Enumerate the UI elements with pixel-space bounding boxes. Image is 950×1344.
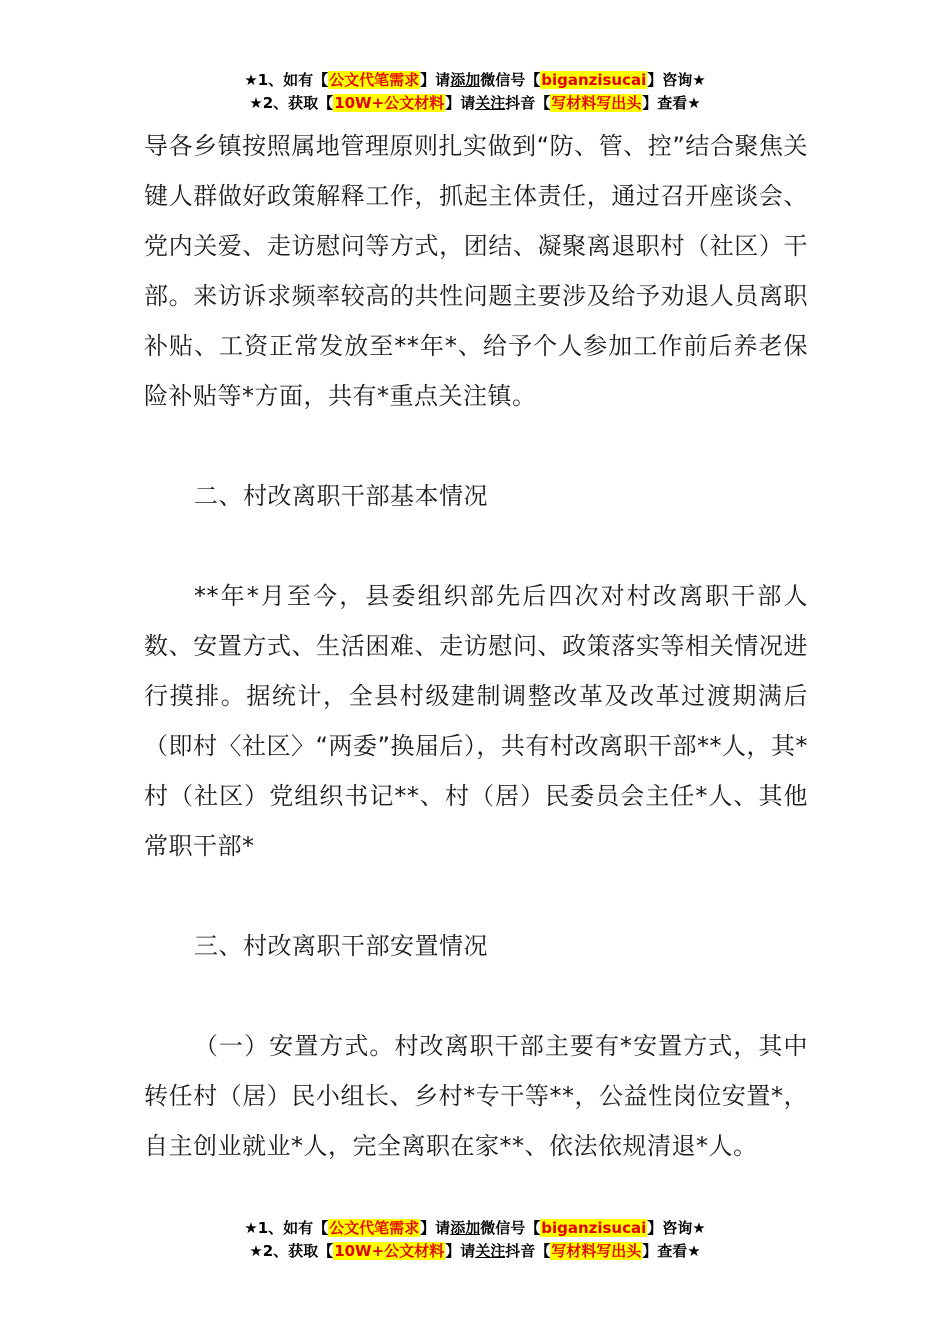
highlight-wechat-id: biganzisucai [541, 1219, 647, 1237]
promo-banner-bottom [0, 1217, 950, 1263]
highlight-materials: 10W+公文材料 [334, 94, 445, 112]
promo-line-1: ★1、如有【公文代笔需求】请添加微信号【biganzisucai】咨询★ [244, 71, 706, 89]
paragraph-continuation: 导各乡镇按照属地管理原则扎实做到“防、管、控”结合聚焦关键人群做好政策解释工作，抓起主体责任，通过召开座谈会、党内关爱、走访慰问等方式，团结、凝聚离退职村（社区）干部。来访诉求频率较高的共性问题主要涉及给予劝退人员离职补贴、工资正常发放至**年*、给予个人参加工作前后养老保险补贴等*方面，共有*重点关注镇。 [144, 132, 808, 410]
document-body [144, 121, 808, 1171]
section-heading-3: 三、村改离职干部安置情况 [194, 932, 488, 960]
paragraph-basic-info: **年*月至今，县委组织部先后四次对村改离职干部人数、安置方式、生活困难、走访慰问、政策落实等相关情况进行摸排。据统计，全县村级建制调整改革及改革过渡期满后（即村〈社区〉“两委”换届后），共有村改离职干部**人，其*村（社区）党组织书记**、村（居）民委员会主任*人、其他常职干部* [144, 582, 808, 860]
spacer [144, 421, 808, 471]
highlight-materials: 10W+公文材料 [334, 1242, 445, 1260]
highlight-douyin-account: 写材料写出头 [551, 94, 642, 112]
promo-line-2: ★2、获取【10W+公文材料】请关注抖音【写材料写出头】查看★ [249, 1242, 701, 1260]
promo-line-2: ★2、获取【10W+公文材料】请关注抖音【写材料写出头】查看★ [249, 94, 701, 112]
highlight-service: 公文代笔需求 [329, 1219, 420, 1237]
highlight-service: 公文代笔需求 [329, 71, 420, 89]
highlight-wechat-id: biganzisucai [541, 71, 647, 89]
promo-line-1: ★1、如有【公文代笔需求】请添加微信号【biganzisucai】咨询★ [244, 1219, 706, 1237]
section-heading-2: 二、村改离职干部基本情况 [194, 482, 488, 510]
spacer [144, 521, 808, 571]
spacer [144, 971, 808, 1021]
promo-banner-top [0, 69, 950, 115]
spacer [144, 871, 808, 921]
paragraph-placement: （一）安置方式。村改离职干部主要有*安置方式，其中转任村（居）民小组长、乡村*专干等**，公益性岗位安置*，自主创业就业*人，完全离职在家**、依法依规清退*人。 [144, 1032, 808, 1160]
highlight-douyin-account: 写材料写出头 [551, 1242, 642, 1260]
